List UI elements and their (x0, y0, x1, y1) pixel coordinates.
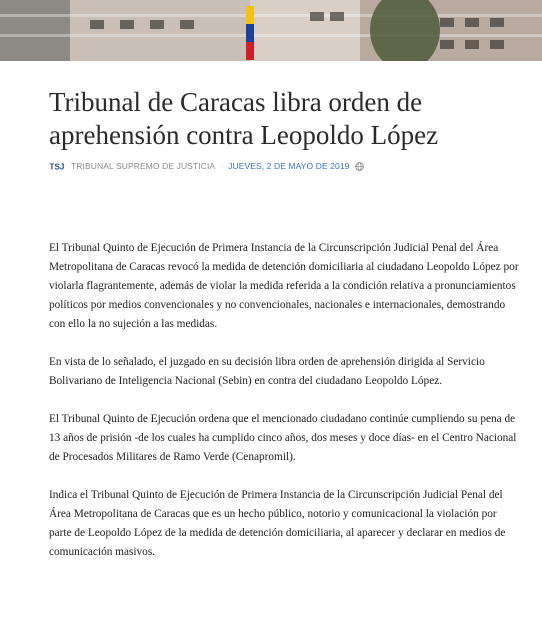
article-title: Tribunal de Caracas libra orden de aprehensión contra Leopoldo López (49, 87, 439, 150)
window (120, 20, 134, 29)
header-image (0, 0, 542, 61)
article-body (49, 239, 519, 581)
paragraph: Indica el Tribunal Quinto de Ejecución de Primera Instancia de la Circunscripción Judicial Penal del Área Metropolitana de Caracas que es un hecho público, notorio y comunicacional la violación por parte de Leopoldo López de la medida de detención domiciliaria, al aparecer y declarar en medios de comunicación masivos. (49, 489, 506, 558)
article-source[interactable]: TRIBUNAL SUPREMO DE JUSTICIA (71, 161, 216, 171)
window (465, 18, 479, 27)
building-left (0, 0, 70, 61)
building-center (250, 0, 360, 61)
window (490, 18, 504, 27)
facade-band (0, 14, 542, 17)
paragraph: El Tribunal Quinto de Ejecución ordena que el mencionado ciudadano continúe cumpliendo su pena de 13 años de prisión -de los cuales ha cumplido cinco años, dos meses y doce días- en el Centro Nacional de Procesados Militares de Ramo Verde (Cenapromil). (49, 413, 517, 463)
article-date[interactable]: JUEVES, 2 DE MAYO DE 2019 (228, 161, 350, 171)
tree (370, 0, 440, 61)
tsj-logo-icon (49, 159, 65, 173)
building-facade (70, 0, 250, 61)
window (330, 12, 344, 21)
window (440, 40, 454, 49)
paragraph: El Tribunal Quinto de Ejecución de Primera Instancia de la Circunscripción Judicial Penal del Área Metropolitana de Caracas revocó la medida de detención domiciliaria al ciudadano Leopoldo López por violarla flagrantemente, además de violar la medida referida a la condición relativa a pronunciamientos políticos por medios convencionales y no convencionales, nacionales e internacionales, demostrando con ello la no sujeción a las medidas. (49, 242, 519, 330)
article-meta (49, 158, 364, 174)
facade-band (0, 34, 542, 37)
window (310, 12, 324, 21)
logo-text: TSJ (49, 162, 65, 172)
separator: · (220, 161, 224, 171)
paragraph: En vista de lo señalado, el juzgado en su decisión libra orden de aprehensión dirigida al Servicio Bolivariano de Inteligencia Nacional (Sebin) en contra del ciudadano Leopoldo López. (49, 356, 485, 387)
globe-icon (355, 162, 364, 171)
window (490, 40, 504, 49)
window (465, 40, 479, 49)
window (440, 18, 454, 27)
window (150, 20, 164, 29)
window (90, 20, 104, 29)
venezuela-flag-icon (246, 6, 254, 61)
window (180, 20, 194, 29)
